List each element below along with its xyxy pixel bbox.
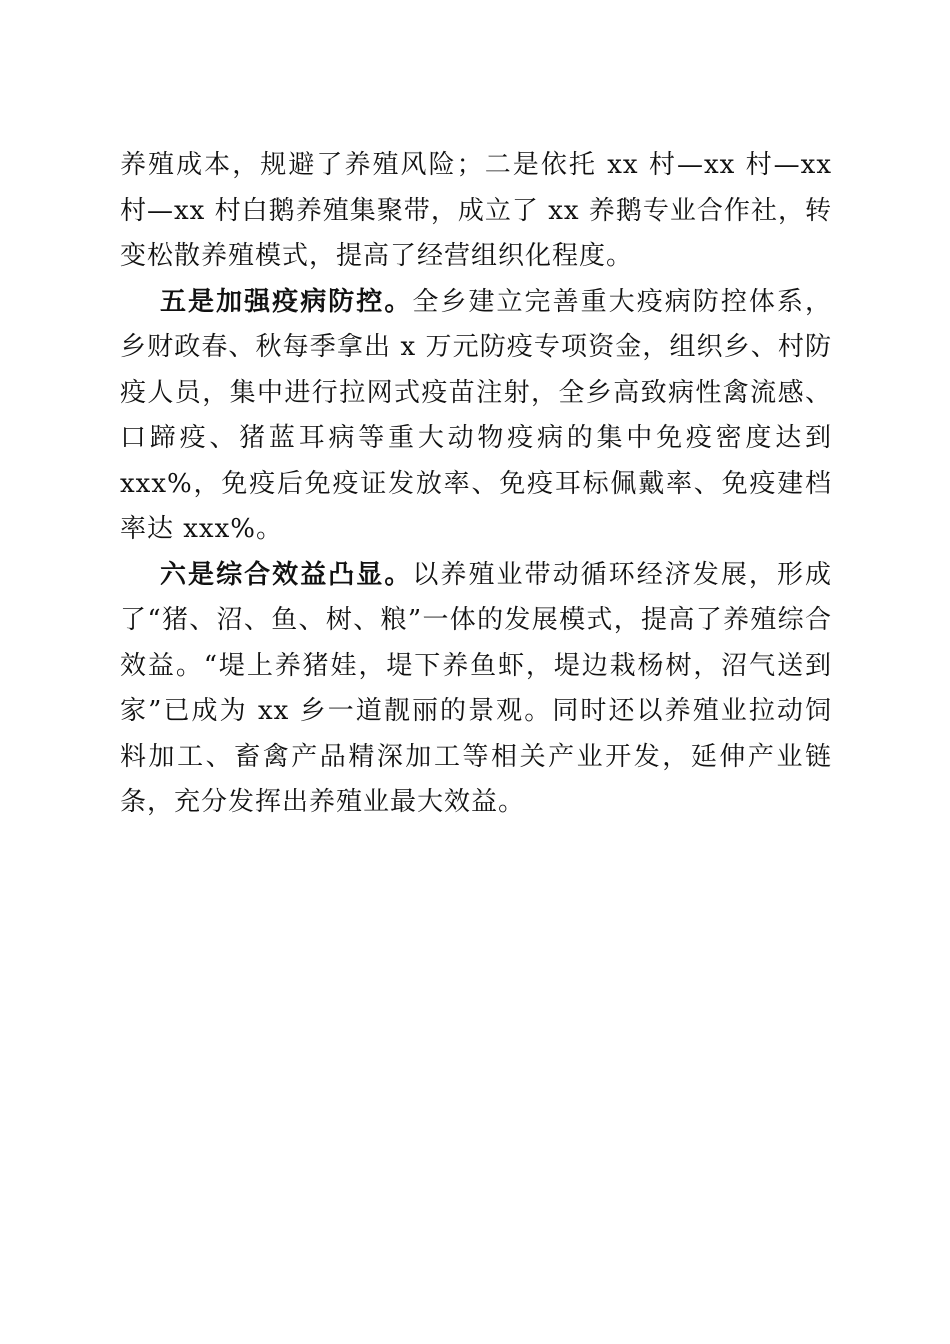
paragraph-continuation <box>120 143 832 280</box>
paragraph-comprehensive-benefits <box>120 553 832 826</box>
paragraph-text: 全乡建立完善重大疫病防控体系，乡财政春、秋每季拿出 x 万元防疫专项资金，组织乡、村防疫人员，集中进行拉网式疫苗注射，全乡高致病性禽流感、口蹄疫、猪蓝耳病等重大动物疫病的集中免疫密度达到 xxx%，免疫后免疫证发放率、免疫耳标佩戴率、免疫建档率达 xxx%。 <box>120 286 832 544</box>
paragraph-heading: 六是综合效益凸显。 <box>160 559 413 590</box>
paragraph-text: 养殖成本，规避了养殖风险；二是依托 xx 村—xx 村—xx 村—xx 村白鹅养殖集聚带，成立了 xx 养鹅专业合作社，转变松散养殖模式，提高了经营组织化程度。 <box>120 150 832 271</box>
paragraph-disease-control <box>120 280 832 553</box>
document-body <box>120 143 832 826</box>
paragraph-text: 以养殖业带动循环经济发展，形成了“猪、沼、鱼、树、粮”一体的发展模式，提高了养殖综合效益。“堤上养猪娃，堤下养鱼虾，堤边栽杨树，沼气送到家”已成为 xx 乡一道靓丽的景观。同时还以养殖业拉动饲料加工、畜禽产品精深加工等相关产业开发，延伸产业链条，充分发挥出养殖业最大效益。 <box>120 559 832 817</box>
paragraph-heading: 五是加强疫病防控。 <box>160 286 413 317</box>
